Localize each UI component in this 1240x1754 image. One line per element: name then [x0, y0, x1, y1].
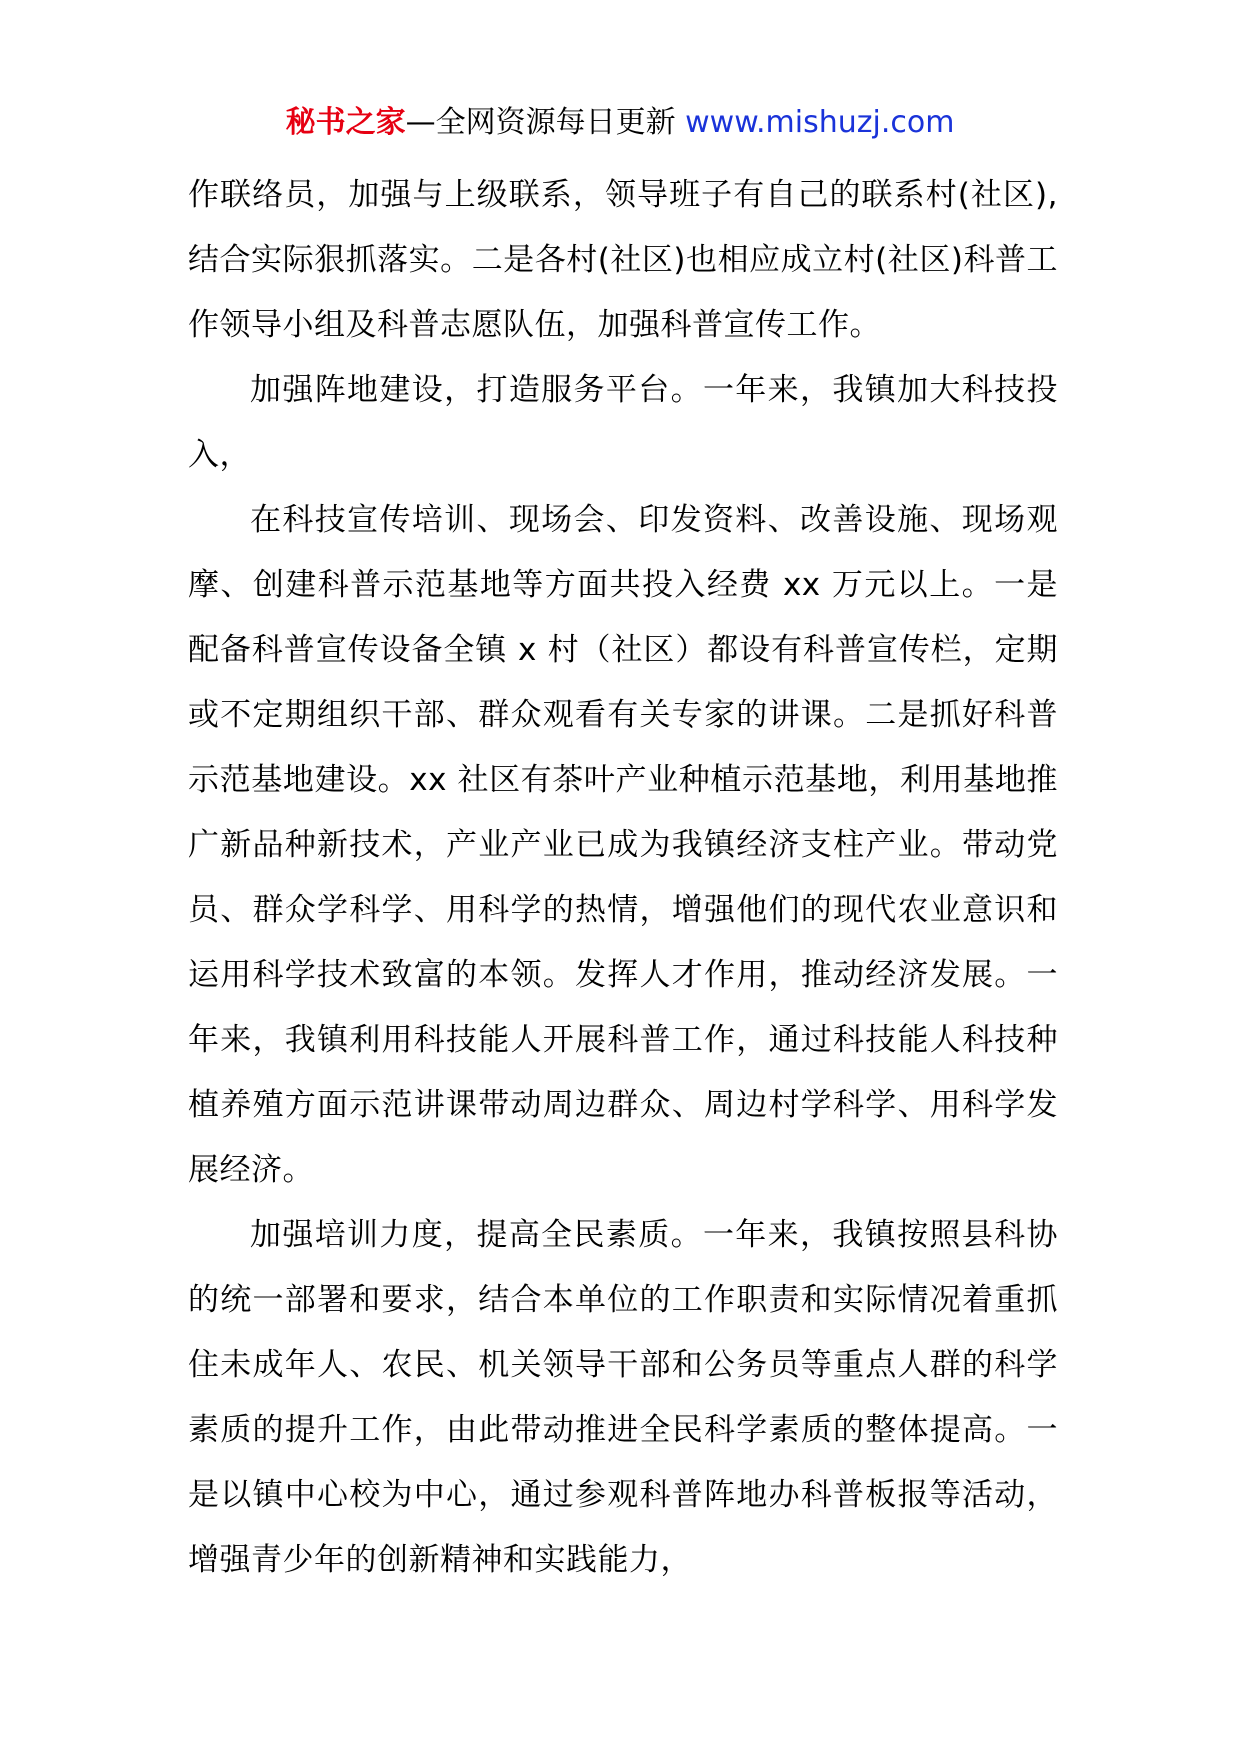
- brand-name: 秘书之家: [285, 105, 406, 140]
- website-url: www.mishuzj.com: [685, 105, 955, 140]
- paragraph-investment: 在科技宣传培训、现场会、印发资料、改善设施、现场观摩、创建科普示范基地等方面共投入经费 xx 万元以上。一是配备科普宣传设备全镇 x 村（社区）都设有科普宣传栏，定期或不定期组织干部、群众观看有关专家的讲课。二是抓好科普示范基地建设。xx 社区有茶叶产业种植示范基地，利用基地推广新品种新技术，产业产业已成为我镇经济支柱产业。带动党员、群众学科学、用科学的热情，增强他们的现代农业意识和运用科学技术致富的本领。发挥人才作用，推动经济发展。一年来，我镇利用科技能人开展科普工作，通过科技能人科技种植养殖方面示范讲课带动周边群众、周边村学科学、用科学发展经济。: [188, 502, 1058, 1188]
- page-header: [0, 100, 1240, 146]
- header-tagline: —全网资源每日更新: [405, 105, 686, 140]
- paragraph-position-building: 加强阵地建设，打造服务平台。一年来，我镇加大科技投入，: [188, 372, 1058, 473]
- paragraph-training: 加强培训力度，提高全民素质。一年来，我镇按照县科协的统一部署和要求，结合本单位的工作职责和实际情况着重抓住未成年人、农民、机关领导干部和公务员等重点人群的科学素质的提升工作，由此带动推进全民科学素质的整体提高。一是以镇中心校为中心，通过参观科普阵地办科普板报等活动，增强青少年的创新精神和实践能力，: [188, 1217, 1058, 1578]
- paragraph-continuation: 作联络员，加强与上级联系，领导班子有自己的联系村(社区),结合实际狠抓落实。二是各村(社区)也相应成立村(社区)科普工作领导小组及科普志愿队伍，加强科普宣传工作。: [188, 177, 1058, 343]
- document-body: [188, 163, 1058, 1593]
